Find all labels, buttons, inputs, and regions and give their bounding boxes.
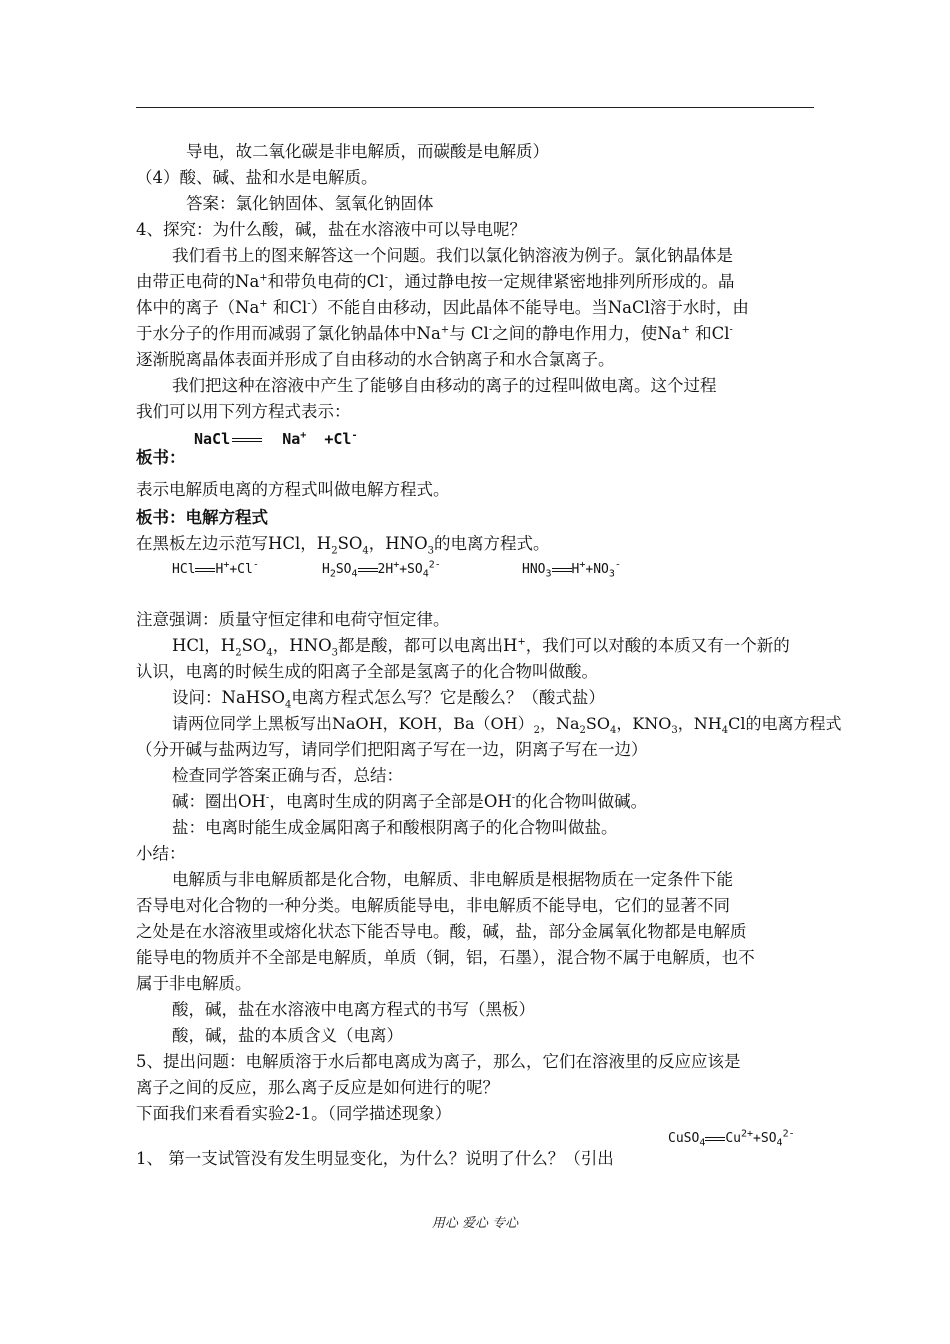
- nacl-equation: NaCl Na+ +Cl-: [194, 430, 358, 448]
- text-line: 于水分子的作用而减弱了氯化钠晶体中Na+与 Cl-之间的静电作用力，使Na+ 和Cl-: [136, 324, 733, 343]
- text-line: 否导电对化合物的一种分类。电解质能导电，非电解质不能导电，它们的显著不同: [136, 896, 730, 915]
- text-line: 之处是在水溶液里或熔化状态下能否导电。酸，碱，盐，部分金属氧化物都是电解质: [136, 922, 747, 941]
- text-line: HCl，$H_2SO_4$，$HNO_3$都是酸，都可以电离出H+，我们可以对酸的本质又有一个新的: [172, 636, 790, 659]
- text-line: 5、提出问题：电解质溶于水后都电离成为离子，那么，它们在溶液里的反应应该是: [136, 1052, 741, 1071]
- text-line: 酸，碱，盐的本质含义（电离）: [172, 1026, 403, 1045]
- hno3-equation: $HNO_3$ $H^++NO_3^-$: [522, 559, 621, 580]
- hcl-equation: HCl H++Cl-: [172, 559, 259, 577]
- text-line: 我们把这种在溶液中产生了能够自由移动的离子的过程叫做电离。这个过程: [172, 376, 717, 395]
- text-line: 碱：圈出OH-，电离时生成的阴离子全部是OH-的化合物叫做碱。: [172, 792, 648, 811]
- page-footer: 用心 爱心 专心: [431, 1216, 519, 1231]
- text-line: 在黑板左边示范写HCl，$H_2SO_4$，$HNO_3$的电离方程式。: [136, 534, 550, 557]
- text-line: 请两位同学上黑板写出NaOH，KOH，$Ba(OH)_2$，$Na_2SO_4$，$KNO_3$，$NH_4Cl$的电离方程式: [172, 714, 842, 737]
- text-line: 能导电的物质并不全部是电解质，单质（铜，铝，石墨），混合物不属于电解质，也不: [136, 948, 755, 967]
- text-line: 离子之间的反应，那么离子反应是如何进行的呢？: [136, 1078, 499, 1097]
- text-line: 检查同学答案正确与否，总结：: [172, 766, 403, 785]
- text-line: 下面我们来看看实验2-1。（同学描述现象）: [136, 1104, 452, 1123]
- text-line: 属于非电解质。: [136, 974, 252, 993]
- text-line: 我们可以用下列方程式表示：: [136, 402, 351, 421]
- text-line: 表示电解质电离的方程式叫做电解方程式。: [136, 480, 450, 499]
- header-rule: [136, 107, 814, 108]
- h2so4-equation: $H_2SO_4$ $2H^++SO_4^{2-}$: [322, 559, 441, 580]
- text-line: 我们看书上的图来解答这一个问题。我们以氯化钠溶液为例子。氯化钠晶体是: [172, 246, 733, 265]
- text-line: 4、探究：为什么酸，碱，盐在水溶液中可以导电呢？: [136, 220, 526, 239]
- text-line: 由带正电荷的Na+和带负电荷的Cl-，通过静电按一定规律紧密地排列所形成的。晶: [136, 272, 735, 291]
- text-line: （分开碱与盐两边写，请同学们把阳离子写在一边，阴离子写在一边）: [136, 740, 648, 759]
- text-line: 逐渐脱离晶体表面并形成了自由移动的水合钠离子和水合氯离子。: [136, 350, 615, 369]
- board-label: 板书：电解方程式: [136, 508, 268, 527]
- text-line: 小结：: [136, 844, 186, 863]
- text-line: 答案：氯化钠固体、氢氧化钠固体: [186, 194, 434, 213]
- cuso4-equation: CuSO$_4$ $Cu^{2+}+SO_4^{2-}$: [668, 1128, 795, 1149]
- text-line: 酸，碱，盐在水溶液中电离方程式的书写（黑板）: [172, 1000, 535, 1019]
- text-line: 导电，故二氧化碳是非电解质，而碳酸是电解质）: [186, 142, 549, 161]
- text-line: 设问：NaHSO$_4$电离方程式怎么写？它是酸么？（酸式盐）: [172, 688, 605, 711]
- text-line: （4）酸、碱、盐和水是电解质。: [136, 168, 378, 187]
- board-label: 板书：: [136, 448, 186, 467]
- text-line: 认识，电离的时候生成的阳离子全部是氢离子的化合物叫做酸。: [136, 662, 598, 681]
- text-line: 盐：电离时能生成金属阳离子和酸根阴离子的化合物叫做盐。: [172, 818, 618, 837]
- text-line: 注意强调：质量守恒定律和电荷守恒定律。: [136, 610, 450, 629]
- text-line: 电解质与非电解质都是化合物，电解质、非电解质是根据物质在一定条件下能: [172, 870, 733, 889]
- text-line: 1、 第一支试管没有发生明显变化，为什么？说明了什么？（引出: [136, 1149, 614, 1168]
- text-line: 体中的离子（Na+ 和Cl-）不能自由移动，因此晶体不能导电。当NaCl溶于水时，由: [136, 298, 749, 317]
